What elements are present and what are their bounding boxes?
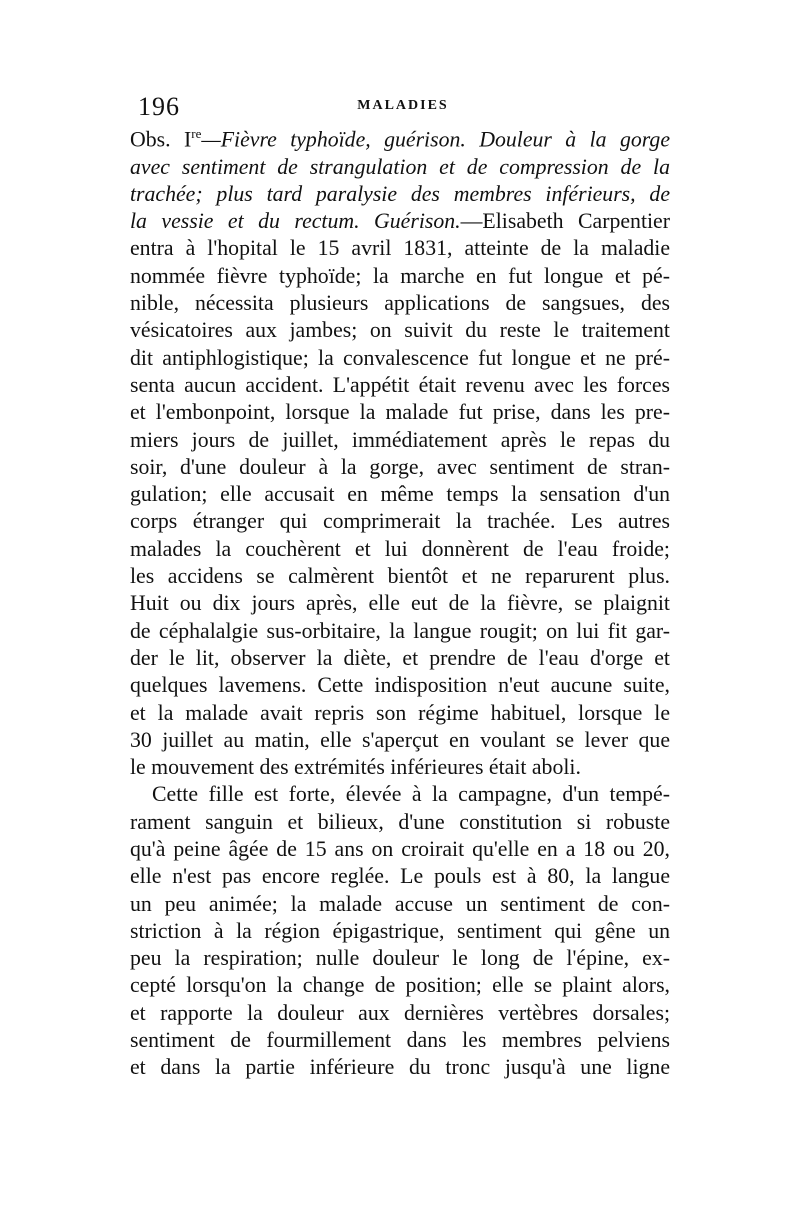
text-line xyxy=(130,700,670,727)
text-line xyxy=(130,891,670,918)
text-segment: —Elisabeth Carpentier xyxy=(460,209,670,234)
text-line xyxy=(130,809,670,836)
text-segment: gulation; elle accusait en même temps la sensation d'un xyxy=(130,482,670,507)
text-segment: Obs. I xyxy=(130,127,192,152)
text-line xyxy=(130,590,670,617)
text-line xyxy=(130,508,670,535)
text-line xyxy=(130,672,670,699)
text-segment: et l'embonpoint, lorsque la malade fut prise, dans les pre- xyxy=(130,400,670,425)
text-line xyxy=(130,945,670,972)
text-segment: malades la couchèrent et lui donnèrent de l'eau froide; xyxy=(130,536,670,561)
text-segment: vésicatoires aux jambes; on suivit du reste le traitement xyxy=(130,318,670,343)
text-segment: dit antiphlogistique; la convalescence fut longue et ne pré- xyxy=(130,345,670,370)
text-segment: peu la respiration; nulle douleur le long de l'épine, ex- xyxy=(130,946,670,971)
text-segment: corps étranger qui comprimerait la trachée. Les autres xyxy=(130,509,670,534)
text-segment: entra à l'hopital le 15 avril 1831, atteinte de la maladie xyxy=(130,236,670,261)
text-line xyxy=(130,345,670,372)
text-line xyxy=(130,208,670,235)
text-line xyxy=(130,235,670,262)
text-line xyxy=(130,454,670,481)
text-segment: elle n'est pas encore reglée. Le pouls est à 80, la langue xyxy=(130,864,670,889)
running-head xyxy=(138,92,668,122)
text-line xyxy=(130,781,670,808)
text-line xyxy=(130,427,670,454)
text-line xyxy=(130,563,670,590)
text-segment: senta aucun accident. L'appétit était revenu avec les forces xyxy=(130,372,670,397)
text-line xyxy=(130,972,670,999)
body-text xyxy=(130,120,670,1082)
text-line xyxy=(130,754,670,781)
text-segment: un peu animée; la malade accuse un sentiment de con- xyxy=(130,891,670,916)
text-segment: quelques lavemens. Cette indisposition n'eut aucune suite, xyxy=(130,673,670,698)
text-segment: nommée fièvre typhoïde; la marche en fut longue et pé- xyxy=(130,263,670,288)
text-segment: le mouvement des extrémités inférieures était aboli. xyxy=(130,755,581,780)
text-segment: Huit ou dix jours après, elle eut de la fièvre, se plaignit xyxy=(130,591,670,616)
text-line xyxy=(130,481,670,508)
text-segment: Cette fille est forte, élevée à la campagne, d'un tempé- xyxy=(152,782,670,807)
text-segment: re xyxy=(191,126,202,141)
text-segment: 30 juillet au matin, elle s'aperçut en voulant se lever que xyxy=(130,727,670,752)
text-segment: et la malade avait repris son régime habituel, lorsque le xyxy=(130,700,670,725)
text-segment: et dans la partie inférieure du tronc jusqu'à une ligne xyxy=(130,1055,670,1080)
text-line xyxy=(130,317,670,344)
paragraph xyxy=(130,781,670,1081)
text-segment: der le lit, observer la diète, et prendre de l'eau d'orge et xyxy=(130,645,670,670)
text-line xyxy=(130,1027,670,1054)
text-segment: avec sentiment de strangulation et de compression de la xyxy=(130,154,670,179)
text-line xyxy=(130,120,670,154)
text-segment: cepté lorsqu'on la change de position; elle se plaint alors, xyxy=(130,973,670,998)
text-line xyxy=(130,181,670,208)
text-segment: de céphalalgie sus-orbitaire, la langue rougit; on lui fit gar- xyxy=(130,618,670,643)
page-number: 196 xyxy=(138,92,180,121)
text-line xyxy=(130,290,670,317)
text-line xyxy=(130,645,670,672)
text-line xyxy=(130,1000,670,1027)
text-line xyxy=(130,1054,670,1081)
header-title: MALADIES xyxy=(357,98,449,113)
text-segment: qu'à peine âgée de 15 ans on croirait qu'elle en a 18 ou 20, xyxy=(130,836,670,861)
text-segment: les accidens se calmèrent bientôt et ne reparurent plus. xyxy=(130,564,670,589)
text-line xyxy=(130,154,670,181)
text-line xyxy=(130,836,670,863)
text-segment: striction à la région épigastrique, sentiment qui gêne un xyxy=(130,918,670,943)
text-segment: trachée; plus tard paralysie des membres inférieurs, de xyxy=(130,181,670,206)
text-segment: rament sanguin et bilieux, d'une constitution si robuste xyxy=(130,809,670,834)
text-line xyxy=(130,863,670,890)
text-line xyxy=(130,263,670,290)
text-line xyxy=(130,536,670,563)
text-segment: —Fièvre typhoïde, guérison. Douleur à la gorge xyxy=(201,127,670,152)
text-segment: la vessie et du rectum. Guérison. xyxy=(130,209,461,234)
text-segment: et rapporte la douleur aux dernières vertèbres dorsales; xyxy=(130,1000,670,1025)
text-line xyxy=(130,372,670,399)
text-line xyxy=(130,918,670,945)
text-segment: miers jours de juillet, immédiatement après le repas du xyxy=(130,427,670,452)
text-segment: soir, d'une douleur à la gorge, avec sentiment de stran- xyxy=(130,454,670,479)
text-line xyxy=(130,727,670,754)
paragraph xyxy=(130,120,670,781)
text-segment: sentiment de fourmillement dans les membres pelviens xyxy=(130,1028,670,1053)
text-line xyxy=(130,399,670,426)
text-line xyxy=(130,618,670,645)
text-segment: nible, nécessita plusieurs applications de sangsues, des xyxy=(130,291,670,316)
